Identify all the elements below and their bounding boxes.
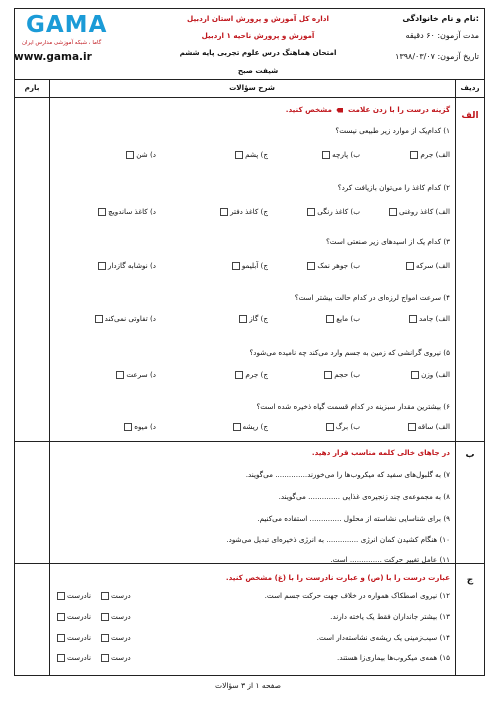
checkbox[interactable] [95, 315, 103, 323]
page-footer: صفحه ۱ از ۳ سؤالات [215, 681, 281, 690]
q2-option-a[interactable]: الف) کاغذ روغنی [387, 208, 450, 216]
checkbox[interactable] [235, 151, 243, 159]
checkbox[interactable] [220, 208, 228, 216]
shift-label: شیفت صبح [237, 66, 279, 75]
fill-blank-9: ۹) برای شناسایی نشاسته از محلول .............. استفاده می‌کنیم. [257, 514, 450, 523]
checkbox[interactable] [57, 613, 65, 621]
tf14-true[interactable]: درست [99, 634, 131, 642]
table-head-divider [15, 97, 484, 98]
header-divider [15, 79, 484, 80]
fill-blank-7: ۷) به گلبول‌های سفید که میکروب‌ها را می‌خورند.............. می‌گویند. [245, 470, 450, 479]
question-5: ۵) نیروی گرانشی که زمین به جسم وارد می‌کند چه نامیده می‌شود؟ [249, 348, 450, 357]
q6-option-c[interactable]: ج) ریشه [231, 423, 268, 431]
section-jim-letter: ج [466, 575, 474, 585]
org-line-1: اداره کل آموزش و پرورش استان اردبیل [187, 14, 329, 23]
section-divider-1 [15, 441, 484, 442]
true-false-13: ۱۳) بیشتر جانداران فقط یک یاخته دارند. [330, 612, 450, 621]
pencil-icon [336, 108, 343, 113]
checkbox[interactable] [239, 315, 247, 323]
section-jim-instruction: عبارت درست را با (ص) و عبارت نادرست را با (غ) مشخص کنید. [225, 573, 450, 582]
column-score-divider [49, 79, 50, 675]
q2-option-c[interactable]: ج) کاغذ دفتر [218, 208, 268, 216]
checkbox[interactable] [101, 634, 109, 642]
col-question-header: شرح سؤالات [229, 83, 275, 92]
checkbox[interactable] [410, 151, 418, 159]
checkbox[interactable] [233, 423, 241, 431]
tf12-true[interactable]: درست [99, 592, 131, 600]
checkbox[interactable] [408, 423, 416, 431]
checkbox[interactable] [57, 654, 65, 662]
question-2: ۲) کدام کاغذ را می‌توان بازیافت کرد؟ [337, 183, 450, 192]
column-row-divider [455, 79, 456, 675]
q1-option-c[interactable]: ج) پشم [233, 151, 268, 159]
checkbox[interactable] [409, 315, 417, 323]
checkbox[interactable] [307, 208, 315, 216]
checkbox[interactable] [124, 423, 132, 431]
q1-option-a[interactable]: الف) جرم [408, 151, 450, 159]
q6-option-a[interactable]: الف) ساقه [406, 423, 450, 431]
q4-option-c[interactable]: ج) گاز [237, 315, 268, 323]
q4-option-d[interactable]: د) تفاوتی نمی‌کند [93, 315, 156, 323]
section-alef-letter: الف [461, 111, 479, 121]
true-false-15: ۱۵) همه‌ی میکروب‌ها بیماری‌زا هستند. [337, 653, 450, 662]
checkbox[interactable] [98, 262, 106, 270]
exam-sheet [14, 8, 485, 676]
checkbox[interactable] [326, 315, 334, 323]
checkbox[interactable] [116, 371, 124, 379]
checkbox[interactable] [324, 371, 332, 379]
q3-option-b[interactable]: ب) جوهر نمک [305, 262, 360, 270]
checkbox[interactable] [389, 208, 397, 216]
q3-option-a[interactable]: الف) سرکه [404, 262, 450, 270]
q2-option-b[interactable]: ب) کاغذ رنگی [305, 208, 360, 216]
exam-date: تاریخ آزمون: ۱۳۹۸/۰۳/۰۷ [395, 52, 479, 61]
true-false-14: ۱۴) سیب‌زمینی یک ریشه‌ی نشاسته‌دار است. [316, 633, 450, 642]
student-name-label: نام و نام خانوادگی: [402, 14, 479, 23]
logo-wordmark: GAMA [26, 12, 108, 38]
exam-title: امتحان هماهنگ درس علوم تجربی پایه ششم [179, 48, 337, 57]
q4-option-b[interactable]: ب) مایع [324, 315, 360, 323]
checkbox[interactable] [322, 151, 330, 159]
tf13-false[interactable]: نادرست [55, 613, 91, 621]
q5-option-b[interactable]: ب) حجم [322, 371, 360, 379]
q3-option-c[interactable]: ج) آبلیمو [230, 262, 268, 270]
fill-blank-8: ۸) به مجموعه‌ی چند زنجیره‌ی غذایی .............. می‌گویند. [278, 492, 450, 501]
q4-option-a[interactable]: الف) جامد [407, 315, 450, 323]
checkbox[interactable] [101, 613, 109, 621]
q6-option-b[interactable]: ب) برگ [324, 423, 360, 431]
tf14-false[interactable]: نادرست [55, 634, 91, 642]
q3-option-d[interactable]: د) نوشابه گازدار [96, 262, 156, 270]
checkbox[interactable] [406, 262, 414, 270]
q1-option-d[interactable]: د) شن [124, 151, 156, 159]
q2-option-d[interactable]: د) کاغذ ساندویچ [96, 208, 156, 216]
col-row-header: ردیف [460, 83, 480, 92]
checkbox[interactable] [411, 371, 419, 379]
checkbox[interactable] [232, 262, 240, 270]
question-4: ۴) سرعت امواج لرزه‌ای در کدام حالت بیشتر است؟ [294, 293, 450, 302]
question-3: ۳) کدام یک از اسیدهای زیر صنعتی است؟ [325, 237, 450, 246]
section-be-letter: ب [465, 450, 475, 460]
tf15-false[interactable]: نادرست [55, 654, 91, 662]
section-be-instruction: در جاهای خالی کلمه مناسب قرار دهید. [311, 448, 450, 457]
q5-option-d[interactable]: د) سرعت [114, 371, 156, 379]
checkbox[interactable] [307, 262, 315, 270]
checkbox[interactable] [326, 423, 334, 431]
checkbox[interactable] [101, 654, 109, 662]
fill-blank-10: ۱۰) هنگام کشیدن کمان انرژی .............. به انرژی ذخیره‌ای تبدیل می‌شود. [226, 535, 450, 544]
checkbox[interactable] [126, 151, 134, 159]
q5-option-c[interactable]: ج) جرم [233, 371, 268, 379]
true-false-12: ۱۲) نیروی اصطکاک همواره در خلاف جهت حرکت جسم است. [264, 591, 450, 600]
checkbox[interactable] [57, 592, 65, 600]
tf15-true[interactable]: درست [99, 654, 131, 662]
org-line-2: آموزش و پرورش ناحیه ۱ اردبیل [201, 31, 315, 40]
q6-option-d[interactable]: د) میوه [122, 423, 156, 431]
q5-option-a[interactable]: الف) وزن [409, 371, 450, 379]
section-alef-instruction: گزینه درست را با زدن علامت مشخص کنید. [285, 105, 450, 114]
question-6: ۶) بیشترین مقدار سبزینه در کدام قسمت گیاه ذخیره شده است؟ [256, 402, 450, 411]
checkbox[interactable] [98, 208, 106, 216]
checkbox[interactable] [101, 592, 109, 600]
q1-option-b[interactable]: ب) پارچه [320, 151, 360, 159]
logo-subtitle: گاما ، شبکه آموزشی مدارس ایران [22, 40, 102, 46]
tf12-false[interactable]: نادرست [55, 592, 91, 600]
exam-duration: مدت آزمون: ۶۰ دقیقه [405, 31, 479, 40]
fill-blank-11: ۱۱) عامل تغییر حرکت .............. است. [330, 555, 450, 564]
logo-url: www.gama.ir [14, 51, 92, 63]
checkbox[interactable] [235, 371, 243, 379]
tf13-true[interactable]: درست [99, 613, 131, 621]
question-1: ۱) کدام‌یک از موارد زیر طبیعی نیست؟ [335, 126, 450, 135]
checkbox[interactable] [57, 634, 65, 642]
col-score-header: بارم [24, 83, 40, 92]
